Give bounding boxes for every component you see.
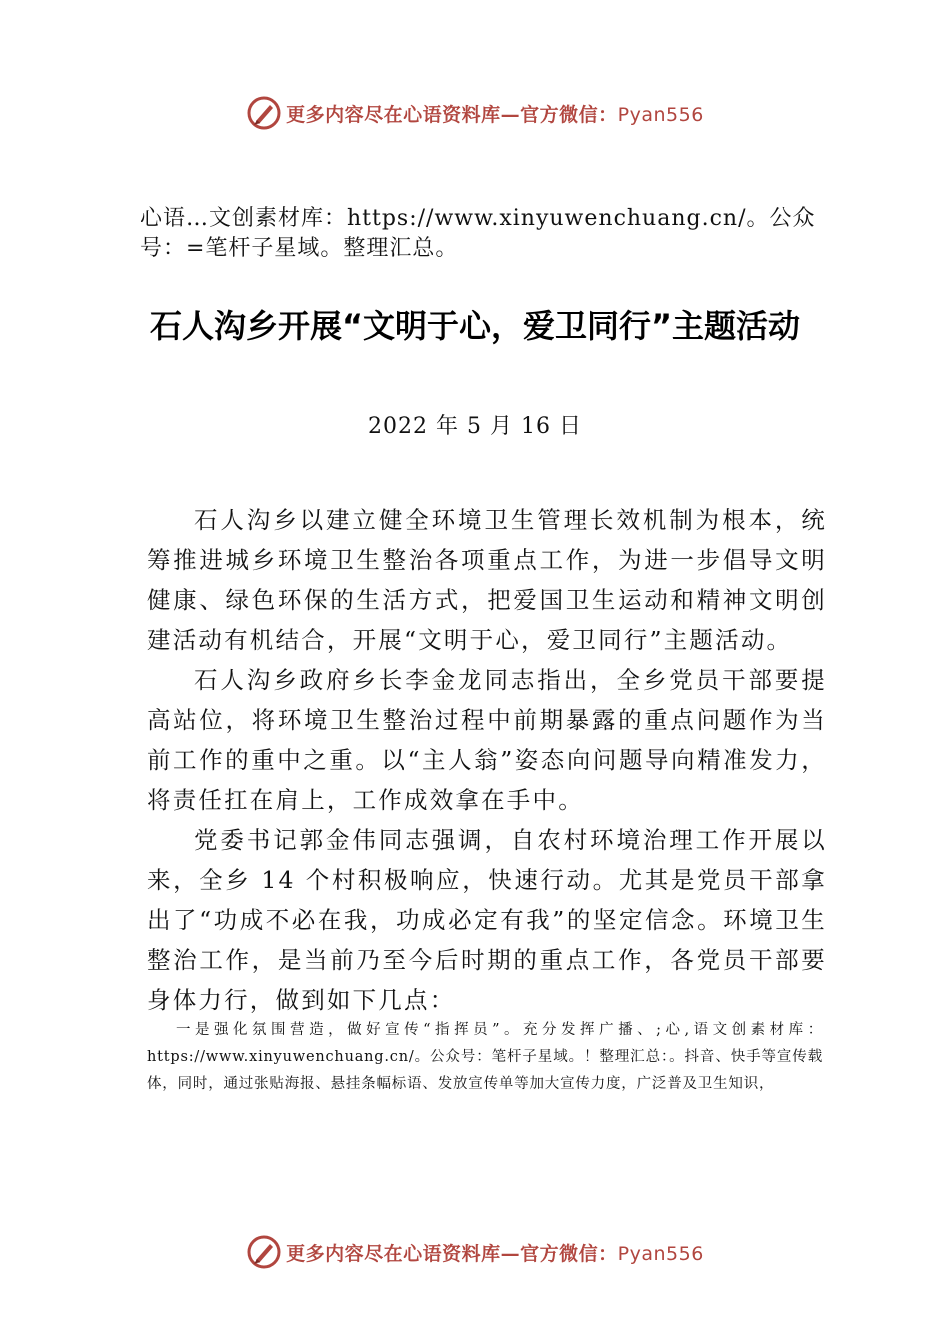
footer-banner [0,1232,950,1272]
paragraph: 石人沟乡以建立健全环境卫生管理长效机制为根本，统筹推进城乡环境卫生整治各项重点工作，为进一步倡导文明健康、绿色环保的生活方式，把爱国卫生运动和精神文明创建活动有机结合，开展“文明于心，爱卫同行”主题活动。 [147,506,827,654]
pen-seal-logo-icon [246,95,282,131]
wechat-id: Pyan556 [617,103,704,126]
banner-text: 更多内容尽在心语资料库—官方微信：Pyan556 [286,1242,704,1265]
wechat-id: Pyan556 [617,1242,704,1265]
header-banner [0,93,950,133]
banner-text: 更多内容尽在心语资料库—官方微信：Pyan556 [286,103,704,126]
document-body [147,500,827,1020]
paragraph: 石人沟乡政府乡长李金龙同志指出，全乡党员干部要提高站位，将环境卫生整治过程中前期暴露的重点问题作为当前工作的重中之重。以“主人翁”姿态向问题导向精准发力，将责任扛在肩上，工作成效拿在手中。 [147,666,827,814]
document-title: 石人沟乡开展“文明于心，爱卫同行”主题活动 [149,307,801,345]
source-line: 心语…文创素材库：https://www.xinyuwenchuang.cn/。公众号：=笔杆子星域。整理汇总。 [140,206,816,261]
footnote-paragraph: 一是强化氛围营造，做好宣传“指挥员”。充分发挥广播、;心,语文创素材库：https://www.xinyuwenchuang.cn/。公众号：笔杆子星域。！整理汇总：。抖音、快手等宣传载体，同时，通过张贴海报、悬挂条幅标语、发放宣传单等加大宣传力度，广泛普及卫生知识， [147,1022,823,1092]
document-date: 2022 年 5 月 16 日 [368,414,582,439]
pen-seal-logo-icon [246,1234,282,1270]
paragraph: 党委书记郭金伟同志强调，自农村环境治理工作开展以来，全乡 14 个村积极响应，快速行动。尤其是党员干部拿出了“功成不必在我，功成必定有我”的坚定信念。环境卫生整治工作，是当前乃至今后时期的重点工作，各党员干部要身体力行，做到如下几点： [147,826,827,1014]
